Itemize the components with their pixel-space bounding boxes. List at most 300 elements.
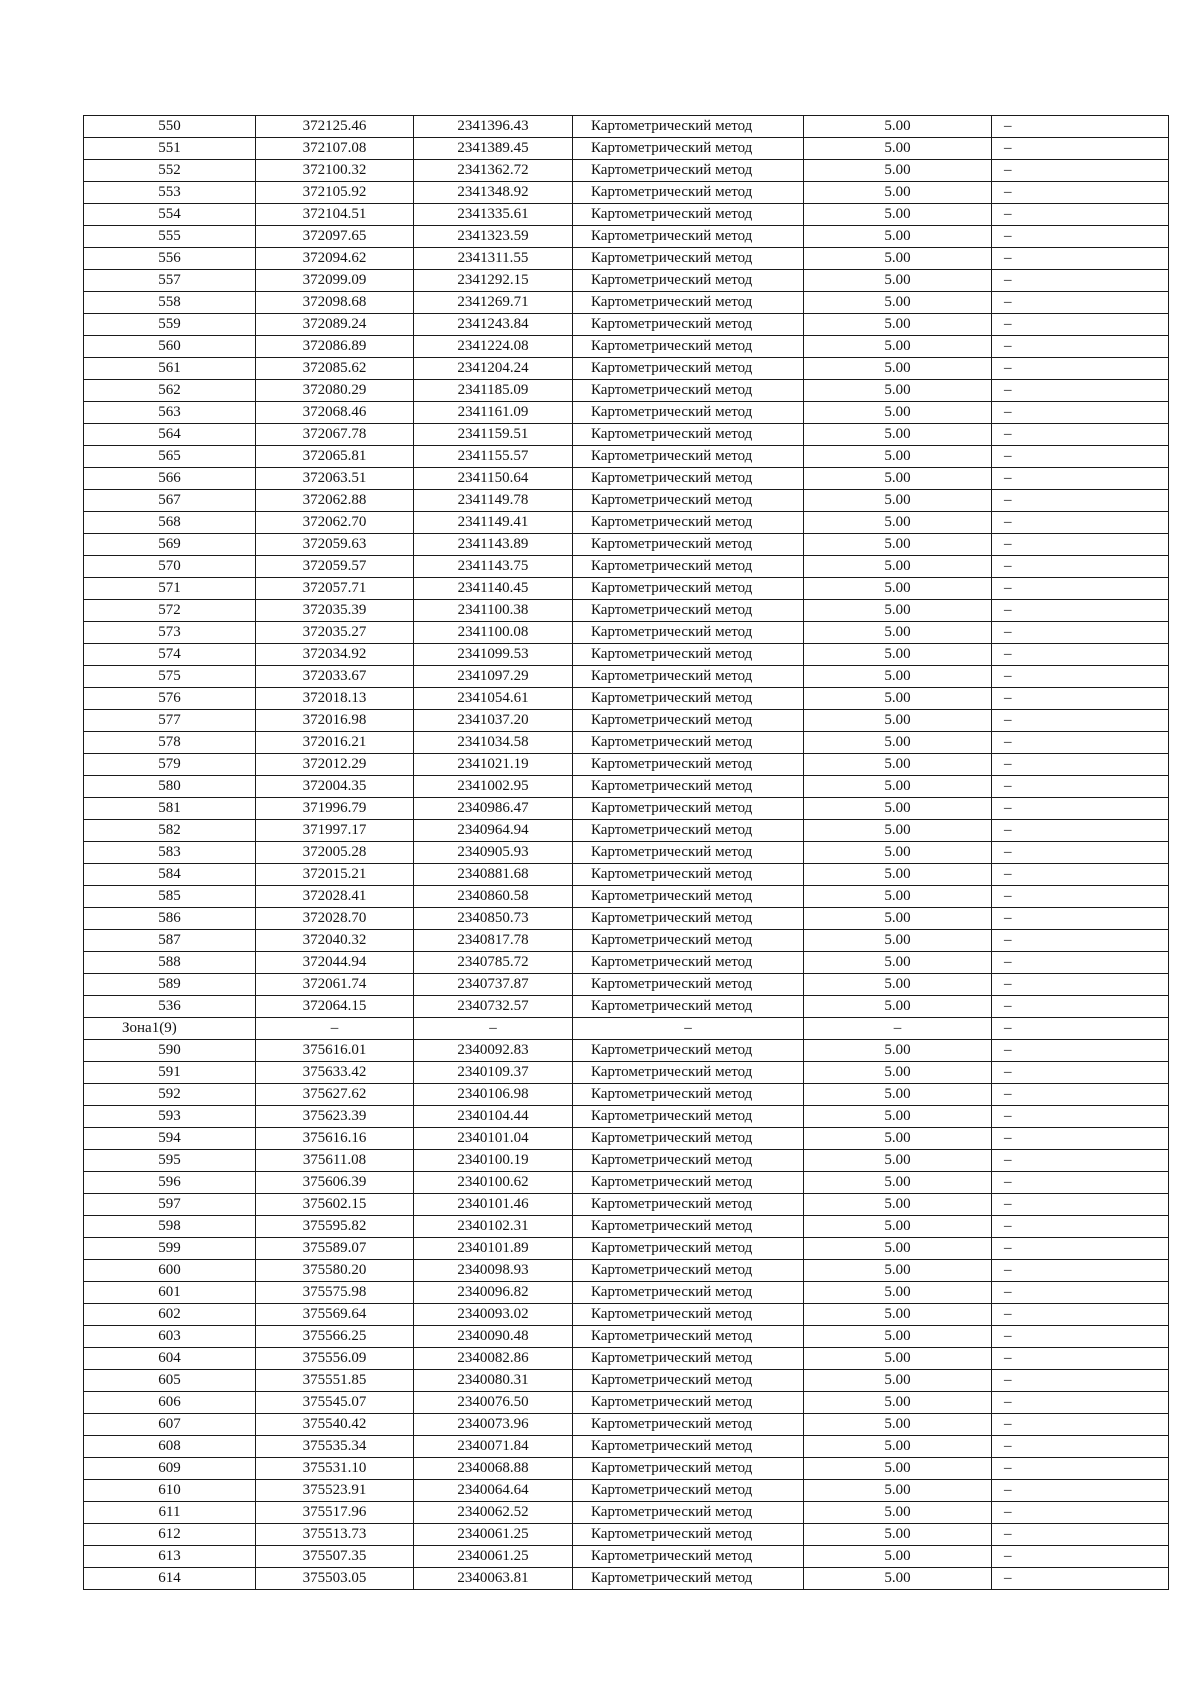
x-coordinate-cell: 375575.98 xyxy=(256,1282,414,1304)
x-coordinate-cell: 372004.35 xyxy=(256,776,414,798)
point-number-cell: 568 xyxy=(84,512,256,534)
method-cell: Картометрический метод xyxy=(573,160,804,182)
x-coordinate-cell: 375611.08 xyxy=(256,1150,414,1172)
y-coordinate-cell: 2340109.37 xyxy=(414,1062,573,1084)
table-row xyxy=(84,622,1169,644)
point-number-cell: 562 xyxy=(84,380,256,402)
note-cell: – xyxy=(992,424,1169,446)
method-cell: Картометрический метод xyxy=(573,820,804,842)
method-cell: Картометрический метод xyxy=(573,1238,804,1260)
y-coordinate-cell: 2341159.51 xyxy=(414,424,573,446)
accuracy-cell: 5.00 xyxy=(804,1150,992,1172)
table-row xyxy=(84,1524,1169,1546)
point-number-cell: 612 xyxy=(84,1524,256,1546)
method-cell: Картометрический метод xyxy=(573,336,804,358)
accuracy-cell: 5.00 xyxy=(804,248,992,270)
x-coordinate-cell: 375545.07 xyxy=(256,1392,414,1414)
y-coordinate-cell: 2340104.44 xyxy=(414,1106,573,1128)
accuracy-cell: 5.00 xyxy=(804,864,992,886)
point-number-cell: 610 xyxy=(84,1480,256,1502)
note-cell: – xyxy=(992,248,1169,270)
y-coordinate-cell: 2340098.93 xyxy=(414,1260,573,1282)
x-coordinate-cell: 372089.24 xyxy=(256,314,414,336)
table-row xyxy=(84,578,1169,600)
table-row xyxy=(84,952,1169,974)
note-cell: – xyxy=(992,204,1169,226)
accuracy-cell: 5.00 xyxy=(804,1304,992,1326)
x-coordinate-cell: 372065.81 xyxy=(256,446,414,468)
table-row xyxy=(84,512,1169,534)
x-coordinate-cell: 372105.92 xyxy=(256,182,414,204)
point-number-cell: 581 xyxy=(84,798,256,820)
x-coordinate-cell: 375606.39 xyxy=(256,1172,414,1194)
x-coordinate-cell: 372028.41 xyxy=(256,886,414,908)
method-cell: Картометрический метод xyxy=(573,314,804,336)
table-row xyxy=(84,380,1169,402)
y-coordinate-cell: 2341204.24 xyxy=(414,358,573,380)
x-coordinate-cell: 372100.32 xyxy=(256,160,414,182)
point-number-cell: 571 xyxy=(84,578,256,600)
note-cell: – xyxy=(992,1040,1169,1062)
method-cell: Картометрический метод xyxy=(573,1172,804,1194)
method-cell: Картометрический метод xyxy=(573,1458,804,1480)
point-number-cell: 594 xyxy=(84,1128,256,1150)
x-coordinate-cell: 375507.35 xyxy=(256,1546,414,1568)
x-coordinate-cell: 372016.21 xyxy=(256,732,414,754)
method-cell: Картометрический метод xyxy=(573,1128,804,1150)
y-coordinate-cell: 2341396.43 xyxy=(414,116,573,138)
y-coordinate-cell: 2341311.55 xyxy=(414,248,573,270)
point-number-cell: 606 xyxy=(84,1392,256,1414)
x-coordinate-cell: 375595.82 xyxy=(256,1216,414,1238)
x-coordinate-cell: 372015.21 xyxy=(256,864,414,886)
point-number-cell: 577 xyxy=(84,710,256,732)
point-number-cell: 595 xyxy=(84,1150,256,1172)
point-number-cell: 566 xyxy=(84,468,256,490)
table-row xyxy=(84,1172,1169,1194)
y-coordinate-cell: 2340061.25 xyxy=(414,1524,573,1546)
accuracy-cell: 5.00 xyxy=(804,1414,992,1436)
y-coordinate-cell: 2340100.19 xyxy=(414,1150,573,1172)
point-number-cell: 569 xyxy=(84,534,256,556)
x-coordinate-cell: 372107.08 xyxy=(256,138,414,160)
point-number-cell: 579 xyxy=(84,754,256,776)
y-coordinate-cell: 2341099.53 xyxy=(414,644,573,666)
y-coordinate-cell: 2340860.58 xyxy=(414,886,573,908)
note-cell: – xyxy=(992,1150,1169,1172)
accuracy-cell: 5.00 xyxy=(804,160,992,182)
accuracy-cell: 5.00 xyxy=(804,182,992,204)
table-row xyxy=(84,1480,1169,1502)
y-coordinate-cell: 2341054.61 xyxy=(414,688,573,710)
y-coordinate-cell: 2341100.38 xyxy=(414,600,573,622)
method-cell: Картометрический метод xyxy=(573,710,804,732)
y-coordinate-cell: 2341143.75 xyxy=(414,556,573,578)
note-cell: – xyxy=(992,226,1169,248)
point-number-cell: 567 xyxy=(84,490,256,512)
note-cell: – xyxy=(992,358,1169,380)
point-number-cell: 602 xyxy=(84,1304,256,1326)
y-coordinate-cell: 2341097.29 xyxy=(414,666,573,688)
point-number-cell: 572 xyxy=(84,600,256,622)
method-cell: – xyxy=(573,1018,804,1040)
x-coordinate-cell: 372099.09 xyxy=(256,270,414,292)
table-row xyxy=(84,116,1169,138)
accuracy-cell: 5.00 xyxy=(804,710,992,732)
table-row xyxy=(84,644,1169,666)
x-coordinate-cell: 371996.79 xyxy=(256,798,414,820)
method-cell: Картометрический метод xyxy=(573,1502,804,1524)
method-cell: Картометрический метод xyxy=(573,1150,804,1172)
table-row xyxy=(84,754,1169,776)
x-coordinate-cell: 372034.92 xyxy=(256,644,414,666)
accuracy-cell: 5.00 xyxy=(804,644,992,666)
accuracy-cell: 5.00 xyxy=(804,204,992,226)
table-row xyxy=(84,314,1169,336)
table-row xyxy=(84,1458,1169,1480)
method-cell: Картометрический метод xyxy=(573,556,804,578)
table-row xyxy=(84,732,1169,754)
x-coordinate-cell: 375580.20 xyxy=(256,1260,414,1282)
accuracy-cell: 5.00 xyxy=(804,1172,992,1194)
accuracy-cell: 5.00 xyxy=(804,292,992,314)
method-cell: Картометрический метод xyxy=(573,1062,804,1084)
table-row xyxy=(84,1238,1169,1260)
accuracy-cell: 5.00 xyxy=(804,138,992,160)
y-coordinate-cell: 2340080.31 xyxy=(414,1370,573,1392)
accuracy-cell: 5.00 xyxy=(804,270,992,292)
x-coordinate-cell: 372028.70 xyxy=(256,908,414,930)
point-number-cell: 554 xyxy=(84,204,256,226)
y-coordinate-cell: 2341100.08 xyxy=(414,622,573,644)
y-coordinate-cell: 2340092.83 xyxy=(414,1040,573,1062)
note-cell: – xyxy=(992,1436,1169,1458)
note-cell: – xyxy=(992,1084,1169,1106)
method-cell: Картометрический метод xyxy=(573,886,804,908)
method-cell: Картометрический метод xyxy=(573,534,804,556)
point-number-cell: 578 xyxy=(84,732,256,754)
accuracy-cell: 5.00 xyxy=(804,402,992,424)
table-row xyxy=(84,1282,1169,1304)
accuracy-cell: 5.00 xyxy=(804,666,992,688)
method-cell: Картометрический метод xyxy=(573,204,804,226)
note-cell: – xyxy=(992,1062,1169,1084)
y-coordinate-cell: 2341143.89 xyxy=(414,534,573,556)
point-number-cell: 587 xyxy=(84,930,256,952)
accuracy-cell: 5.00 xyxy=(804,622,992,644)
note-cell: – xyxy=(992,1172,1169,1194)
table-row xyxy=(84,336,1169,358)
note-cell: – xyxy=(992,886,1169,908)
x-coordinate-cell: 375531.10 xyxy=(256,1458,414,1480)
x-coordinate-cell: 372080.29 xyxy=(256,380,414,402)
accuracy-cell: – xyxy=(804,1018,992,1040)
accuracy-cell: 5.00 xyxy=(804,776,992,798)
accuracy-cell: 5.00 xyxy=(804,952,992,974)
point-number-cell: 580 xyxy=(84,776,256,798)
x-coordinate-cell: 372067.78 xyxy=(256,424,414,446)
accuracy-cell: 5.00 xyxy=(804,446,992,468)
method-cell: Картометрический метод xyxy=(573,1370,804,1392)
method-cell: Картометрический метод xyxy=(573,380,804,402)
note-cell: – xyxy=(992,710,1169,732)
table-row xyxy=(84,1194,1169,1216)
point-number-cell: 597 xyxy=(84,1194,256,1216)
method-cell: Картометрический метод xyxy=(573,1040,804,1062)
note-cell: – xyxy=(992,1326,1169,1348)
y-coordinate-cell: – xyxy=(414,1018,573,1040)
table-row xyxy=(84,1150,1169,1172)
x-coordinate-cell: 371997.17 xyxy=(256,820,414,842)
note-cell: – xyxy=(992,908,1169,930)
table-row xyxy=(84,182,1169,204)
table-row xyxy=(84,710,1169,732)
method-cell: Картометрический метод xyxy=(573,1282,804,1304)
method-cell: Картометрический метод xyxy=(573,1260,804,1282)
x-coordinate-cell: 372085.62 xyxy=(256,358,414,380)
point-number-cell: 590 xyxy=(84,1040,256,1062)
table-row xyxy=(84,204,1169,226)
y-coordinate-cell: 2340061.25 xyxy=(414,1546,573,1568)
table-row xyxy=(84,226,1169,248)
y-coordinate-cell: 2341269.71 xyxy=(414,292,573,314)
x-coordinate-cell: 372035.27 xyxy=(256,622,414,644)
y-coordinate-cell: 2340785.72 xyxy=(414,952,573,974)
point-number-cell: 582 xyxy=(84,820,256,842)
method-cell: Картометрический метод xyxy=(573,842,804,864)
x-coordinate-cell: – xyxy=(256,1018,414,1040)
point-number-cell: 585 xyxy=(84,886,256,908)
point-number-cell: 550 xyxy=(84,116,256,138)
accuracy-cell: 5.00 xyxy=(804,1502,992,1524)
y-coordinate-cell: 2340068.88 xyxy=(414,1458,573,1480)
note-cell: – xyxy=(992,468,1169,490)
x-coordinate-cell: 372059.63 xyxy=(256,534,414,556)
x-coordinate-cell: 372005.28 xyxy=(256,842,414,864)
method-cell: Картометрический метод xyxy=(573,930,804,952)
table-row xyxy=(84,1414,1169,1436)
accuracy-cell: 5.00 xyxy=(804,468,992,490)
table-row xyxy=(84,600,1169,622)
method-cell: Картометрический метод xyxy=(573,1326,804,1348)
note-cell: – xyxy=(992,182,1169,204)
table-row xyxy=(84,1502,1169,1524)
accuracy-cell: 5.00 xyxy=(804,1194,992,1216)
note-cell: – xyxy=(992,336,1169,358)
x-coordinate-cell: 372040.32 xyxy=(256,930,414,952)
x-coordinate-cell: 372097.65 xyxy=(256,226,414,248)
note-cell: – xyxy=(992,314,1169,336)
table-row xyxy=(84,688,1169,710)
note-cell: – xyxy=(992,1370,1169,1392)
point-number-cell: 575 xyxy=(84,666,256,688)
method-cell: Картометрический метод xyxy=(573,1414,804,1436)
note-cell: – xyxy=(992,644,1169,666)
point-number-cell: Зона1(9) xyxy=(84,1018,256,1040)
note-cell: – xyxy=(992,380,1169,402)
accuracy-cell: 5.00 xyxy=(804,820,992,842)
note-cell: – xyxy=(992,1282,1169,1304)
method-cell: Картометрический метод xyxy=(573,270,804,292)
note-cell: – xyxy=(992,534,1169,556)
point-number-cell: 555 xyxy=(84,226,256,248)
x-coordinate-cell: 372104.51 xyxy=(256,204,414,226)
method-cell: Картометрический метод xyxy=(573,666,804,688)
method-cell: Картометрический метод xyxy=(573,1106,804,1128)
y-coordinate-cell: 2341292.15 xyxy=(414,270,573,292)
y-coordinate-cell: 2341243.84 xyxy=(414,314,573,336)
table-row xyxy=(84,1084,1169,1106)
accuracy-cell: 5.00 xyxy=(804,1106,992,1128)
note-cell: – xyxy=(992,842,1169,864)
accuracy-cell: 5.00 xyxy=(804,974,992,996)
note-cell: – xyxy=(992,600,1169,622)
note-cell: – xyxy=(992,1458,1169,1480)
accuracy-cell: 5.00 xyxy=(804,556,992,578)
point-number-cell: 613 xyxy=(84,1546,256,1568)
table-row xyxy=(84,1216,1169,1238)
note-cell: – xyxy=(992,116,1169,138)
y-coordinate-cell: 2340082.86 xyxy=(414,1348,573,1370)
point-number-cell: 592 xyxy=(84,1084,256,1106)
y-coordinate-cell: 2340101.46 xyxy=(414,1194,573,1216)
accuracy-cell: 5.00 xyxy=(804,1392,992,1414)
x-coordinate-cell: 375623.39 xyxy=(256,1106,414,1128)
point-number-cell: 588 xyxy=(84,952,256,974)
note-cell: – xyxy=(992,1216,1169,1238)
y-coordinate-cell: 2341150.64 xyxy=(414,468,573,490)
y-coordinate-cell: 2340093.02 xyxy=(414,1304,573,1326)
x-coordinate-cell: 375589.07 xyxy=(256,1238,414,1260)
x-coordinate-cell: 375517.96 xyxy=(256,1502,414,1524)
accuracy-cell: 5.00 xyxy=(804,600,992,622)
x-coordinate-cell: 375569.64 xyxy=(256,1304,414,1326)
y-coordinate-cell: 2340817.78 xyxy=(414,930,573,952)
y-coordinate-cell: 2340076.50 xyxy=(414,1392,573,1414)
x-coordinate-cell: 372086.89 xyxy=(256,336,414,358)
note-cell: – xyxy=(992,1568,1169,1590)
method-cell: Картометрический метод xyxy=(573,512,804,534)
method-cell: Картометрический метод xyxy=(573,446,804,468)
accuracy-cell: 5.00 xyxy=(804,226,992,248)
y-coordinate-cell: 2340732.57 xyxy=(414,996,573,1018)
point-number-cell: 614 xyxy=(84,1568,256,1590)
table-row xyxy=(84,534,1169,556)
point-number-cell: 598 xyxy=(84,1216,256,1238)
x-coordinate-cell: 375551.85 xyxy=(256,1370,414,1392)
point-number-cell: 605 xyxy=(84,1370,256,1392)
note-cell: – xyxy=(992,556,1169,578)
table-row xyxy=(84,1326,1169,1348)
point-number-cell: 563 xyxy=(84,402,256,424)
note-cell: – xyxy=(992,1546,1169,1568)
accuracy-cell: 5.00 xyxy=(804,930,992,952)
accuracy-cell: 5.00 xyxy=(804,732,992,754)
y-coordinate-cell: 2340073.96 xyxy=(414,1414,573,1436)
accuracy-cell: 5.00 xyxy=(804,424,992,446)
coordinates-table xyxy=(83,115,1169,1590)
x-coordinate-cell: 372062.70 xyxy=(256,512,414,534)
accuracy-cell: 5.00 xyxy=(804,314,992,336)
y-coordinate-cell: 2341021.19 xyxy=(414,754,573,776)
coordinates-table-body xyxy=(84,116,1169,1590)
point-number-cell: 552 xyxy=(84,160,256,182)
note-cell: – xyxy=(992,1194,1169,1216)
y-coordinate-cell: 2340071.84 xyxy=(414,1436,573,1458)
point-number-cell: 600 xyxy=(84,1260,256,1282)
accuracy-cell: 5.00 xyxy=(804,1370,992,1392)
method-cell: Картометрический метод xyxy=(573,424,804,446)
y-coordinate-cell: 2341037.20 xyxy=(414,710,573,732)
point-number-cell: 609 xyxy=(84,1458,256,1480)
point-number-cell: 603 xyxy=(84,1326,256,1348)
method-cell: Картометрический метод xyxy=(573,1194,804,1216)
point-number-cell: 557 xyxy=(84,270,256,292)
accuracy-cell: 5.00 xyxy=(804,358,992,380)
method-cell: Картометрический метод xyxy=(573,1568,804,1590)
accuracy-cell: 5.00 xyxy=(804,908,992,930)
note-cell: – xyxy=(992,446,1169,468)
table-row xyxy=(84,468,1169,490)
table-row xyxy=(84,1304,1169,1326)
note-cell: – xyxy=(992,1392,1169,1414)
x-coordinate-cell: 375566.25 xyxy=(256,1326,414,1348)
point-number-cell: 564 xyxy=(84,424,256,446)
point-number-cell: 565 xyxy=(84,446,256,468)
table-row xyxy=(84,930,1169,952)
method-cell: Картометрический метод xyxy=(573,798,804,820)
x-coordinate-cell: 372059.57 xyxy=(256,556,414,578)
method-cell: Картометрический метод xyxy=(573,490,804,512)
note-cell: – xyxy=(992,1018,1169,1040)
point-number-cell: 583 xyxy=(84,842,256,864)
y-coordinate-cell: 2341323.59 xyxy=(414,226,573,248)
note-cell: – xyxy=(992,402,1169,424)
method-cell: Картометрический метод xyxy=(573,226,804,248)
method-cell: Картометрический метод xyxy=(573,1524,804,1546)
note-cell: – xyxy=(992,490,1169,512)
x-coordinate-cell: 375602.15 xyxy=(256,1194,414,1216)
point-number-cell: 608 xyxy=(84,1436,256,1458)
method-cell: Картометрический метод xyxy=(573,732,804,754)
table-row xyxy=(84,776,1169,798)
x-coordinate-cell: 375523.91 xyxy=(256,1480,414,1502)
y-coordinate-cell: 2340096.82 xyxy=(414,1282,573,1304)
y-coordinate-cell: 2340881.68 xyxy=(414,864,573,886)
table-row xyxy=(84,1546,1169,1568)
table-row xyxy=(84,358,1169,380)
table-row xyxy=(84,1260,1169,1282)
note-cell: – xyxy=(992,160,1169,182)
method-cell: Картометрический метод xyxy=(573,1392,804,1414)
table-row xyxy=(84,1062,1169,1084)
point-number-cell: 560 xyxy=(84,336,256,358)
y-coordinate-cell: 2340850.73 xyxy=(414,908,573,930)
y-coordinate-cell: 2341002.95 xyxy=(414,776,573,798)
x-coordinate-cell: 372125.46 xyxy=(256,116,414,138)
accuracy-cell: 5.00 xyxy=(804,1458,992,1480)
y-coordinate-cell: 2340102.31 xyxy=(414,1216,573,1238)
y-coordinate-cell: 2340101.89 xyxy=(414,1238,573,1260)
accuracy-cell: 5.00 xyxy=(804,1062,992,1084)
point-number-cell: 573 xyxy=(84,622,256,644)
accuracy-cell: 5.00 xyxy=(804,1546,992,1568)
x-coordinate-cell: 375633.42 xyxy=(256,1062,414,1084)
y-coordinate-cell: 2341149.78 xyxy=(414,490,573,512)
note-cell: – xyxy=(992,292,1169,314)
point-number-cell: 553 xyxy=(84,182,256,204)
note-cell: – xyxy=(992,1106,1169,1128)
